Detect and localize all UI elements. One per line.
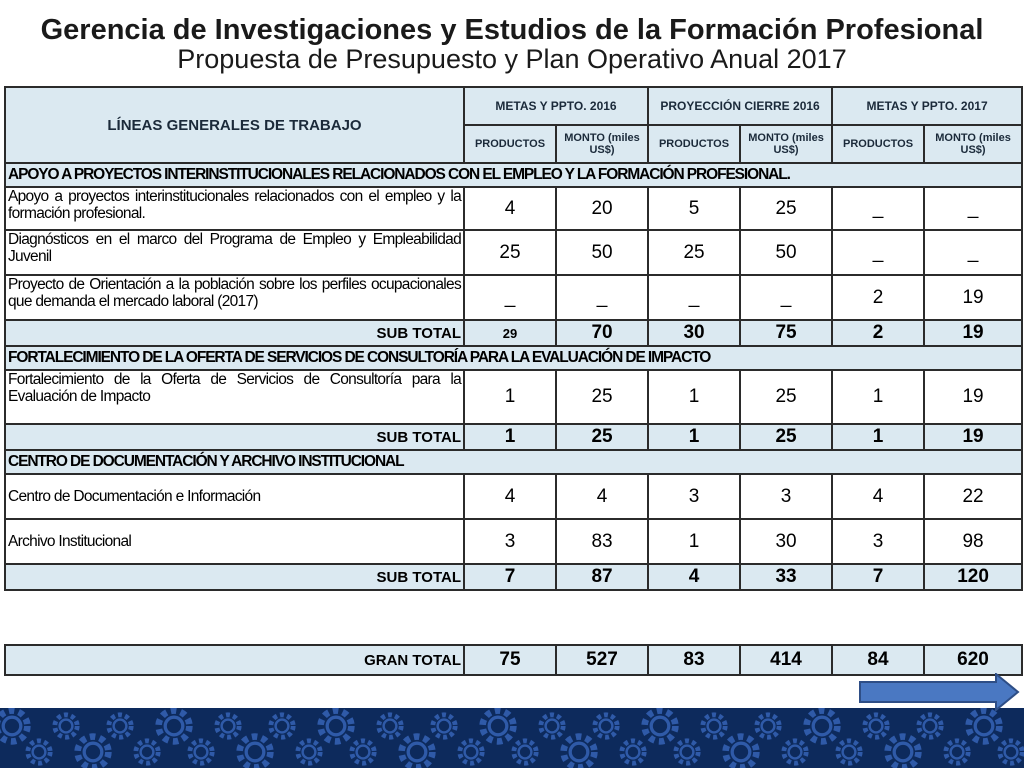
header-proyeccion-2016: PROYECCIÓN CIERRE 2016 (648, 87, 832, 125)
subtotal-value: 33 (740, 564, 832, 590)
gear-icon (838, 741, 860, 763)
row-value: 19 (924, 275, 1022, 320)
grand-total-value: 84 (832, 645, 924, 675)
row-value: _ (924, 187, 1022, 230)
subheader-monto: MONTO (miles US$) (924, 125, 1022, 163)
subtotal-row (5, 320, 1022, 346)
row-value: 25 (648, 230, 740, 275)
row-value: 19 (924, 370, 1022, 424)
table-row (5, 187, 1022, 230)
section-row (5, 346, 1022, 370)
row-value: 98 (924, 519, 1022, 564)
subtotal-value: 120 (924, 564, 1022, 590)
row-value: _ (648, 275, 740, 320)
gear-icon (402, 737, 433, 768)
row-value: 25 (556, 370, 648, 424)
grand-total-table (4, 644, 1023, 676)
row-description: Archivo Institucional (5, 519, 464, 564)
gear-icon (784, 741, 806, 763)
section-title: APOYO A PROYECTOS INTERINSTITUCIONALES RELACIONADOS CON EL EMPLEO Y LA FORMACIÓN PROFESIONAL. (5, 163, 1022, 187)
table-row (5, 519, 1022, 564)
subtotal-value: 30 (648, 320, 740, 346)
gear-icon (240, 737, 271, 768)
budget-table (4, 86, 1023, 591)
page-title: Gerencia de Investigaciones y Estudios de la Formación Profesional (40, 14, 984, 46)
subtotal-row (5, 564, 1022, 590)
section-title: CENTRO DE DOCUMENTACIÓN Y ARCHIVO INSTITUCIONAL (5, 450, 1022, 474)
subtotal-value: 25 (556, 424, 648, 450)
row-value: _ (832, 187, 924, 230)
subtotal-value: 7 (464, 564, 556, 590)
row-value: 3 (740, 474, 832, 519)
subtotal-value: 2 (832, 320, 924, 346)
gear-icon (136, 741, 158, 763)
subtotal-value: 25 (740, 424, 832, 450)
gear-icon (919, 715, 941, 737)
gear-icon (0, 711, 27, 742)
gear-icon (352, 741, 374, 763)
gear-icon (807, 711, 838, 742)
row-value: 4 (556, 474, 648, 519)
row-value: _ (740, 275, 832, 320)
grand-total-label: GRAN TOTAL (5, 645, 464, 675)
row-value: 25 (740, 187, 832, 230)
subtotal-label: SUB TOTAL (5, 424, 464, 450)
section-row (5, 450, 1022, 474)
gear-icon (757, 715, 779, 737)
table-row (5, 275, 1022, 320)
row-value: 3 (464, 519, 556, 564)
row-value: _ (832, 230, 924, 275)
row-value: 22 (924, 474, 1022, 519)
grand-total-value: 75 (464, 645, 556, 675)
grand-total-value: 414 (740, 645, 832, 675)
subtotal-label: SUB TOTAL (5, 320, 464, 346)
header-metas-2016: METAS Y PPTO. 2016 (464, 87, 648, 125)
row-value: 25 (464, 230, 556, 275)
subheader-monto: MONTO (miles US$) (740, 125, 832, 163)
row-value: 4 (464, 187, 556, 230)
gear-icon (379, 715, 401, 737)
subtotal-value: 70 (556, 320, 648, 346)
row-value: 1 (832, 370, 924, 424)
table-row (5, 370, 1022, 424)
subtotal-value: 1 (648, 424, 740, 450)
row-description: Centro de Documentación e Información (5, 474, 464, 519)
subtotal-value: 1 (832, 424, 924, 450)
subtotal-value: 1 (464, 424, 556, 450)
row-value: _ (464, 275, 556, 320)
gear-icon (888, 737, 919, 768)
gear-icon (217, 715, 239, 737)
gear-icon (460, 741, 482, 763)
gear-icon (645, 711, 676, 742)
subtotal-value: 75 (740, 320, 832, 346)
row-value: 2 (832, 275, 924, 320)
row-value: 50 (740, 230, 832, 275)
row-value: 4 (464, 474, 556, 519)
row-value: 50 (556, 230, 648, 275)
row-description: Fortalecimiento de la Oferta de Servicios de Consultoría para la Evaluación de Impacto (5, 370, 464, 424)
footer-banner (0, 708, 1024, 768)
table-row (5, 474, 1022, 519)
subtotal-value: 87 (556, 564, 648, 590)
subtotal-label: SUB TOTAL (5, 564, 464, 590)
gear-icon (78, 737, 109, 768)
header-metas-2017: METAS Y PPTO. 2017 (832, 87, 1022, 125)
page-subtitle: Propuesta de Presupuesto y Plan Operativo Anual 2017 (177, 44, 847, 74)
section-row (5, 163, 1022, 187)
gear-icon (676, 741, 698, 763)
gear-icon (271, 715, 293, 737)
gear-icon (55, 715, 77, 737)
gear-pattern (0, 708, 1024, 768)
gear-icon (564, 737, 595, 768)
row-value: 30 (740, 519, 832, 564)
grand-total-row (5, 645, 1022, 675)
row-value: 3 (648, 474, 740, 519)
subtotal-value: 4 (648, 564, 740, 590)
row-value: _ (924, 230, 1022, 275)
header-lineas: LÍNEAS GENERALES DE TRABAJO (5, 87, 464, 163)
gear-icon (726, 737, 757, 768)
gear-icon (595, 715, 617, 737)
row-value: 3 (832, 519, 924, 564)
gear-icon (109, 715, 131, 737)
subheader-monto: MONTO (miles US$) (556, 125, 648, 163)
grand-total-value: 83 (648, 645, 740, 675)
gear-icon (541, 715, 563, 737)
gear-icon (514, 741, 536, 763)
subheader-productos: PRODUCTOS (464, 125, 556, 163)
gear-icon (28, 741, 50, 763)
row-value: 1 (464, 370, 556, 424)
row-value: 1 (648, 519, 740, 564)
gear-icon (321, 711, 352, 742)
subtotal-value: 29 (464, 320, 556, 346)
gear-icon (190, 741, 212, 763)
row-value: 83 (556, 519, 648, 564)
row-value: 4 (832, 474, 924, 519)
gear-icon (703, 715, 725, 737)
gear-icon (1000, 741, 1022, 763)
subtotal-value: 19 (924, 424, 1022, 450)
row-description: Apoyo a proyectos interinstitucionales relacionados con el empleo y la formación profesional. (5, 187, 464, 230)
grand-total-value: 620 (924, 645, 1022, 675)
row-value: 1 (648, 370, 740, 424)
gear-icon (622, 741, 644, 763)
grand-total-value: 527 (556, 645, 648, 675)
gear-icon (969, 711, 1000, 742)
row-value: 5 (648, 187, 740, 230)
gear-icon (298, 741, 320, 763)
subtotal-value: 7 (832, 564, 924, 590)
subheader-productos: PRODUCTOS (832, 125, 924, 163)
row-description: Diagnósticos en el marco del Programa de Empleo y Empleabilidad Juvenil (5, 230, 464, 275)
subheader-productos: PRODUCTOS (648, 125, 740, 163)
row-value: _ (556, 275, 648, 320)
gear-icon (865, 715, 887, 737)
gear-icon (159, 711, 190, 742)
gear-icon (483, 711, 514, 742)
gear-icon (946, 741, 968, 763)
subtotal-row (5, 424, 1022, 450)
next-slide-button[interactable] (858, 673, 1020, 711)
section-title: FORTALECIMIENTO DE LA OFERTA DE SERVICIOS DE CONSULTORÍA PARA LA EVALUACIÓN DE IMPACTO (5, 346, 1022, 370)
arrow-right-icon (858, 673, 1020, 711)
table-row (5, 230, 1022, 275)
row-value: 25 (740, 370, 832, 424)
gear-icon (433, 715, 455, 737)
subtotal-value: 19 (924, 320, 1022, 346)
row-value: 20 (556, 187, 648, 230)
row-description: Proyecto de Orientación a la población sobre los perfiles ocupacionales que demanda el mercado laboral (2017) (5, 275, 464, 320)
